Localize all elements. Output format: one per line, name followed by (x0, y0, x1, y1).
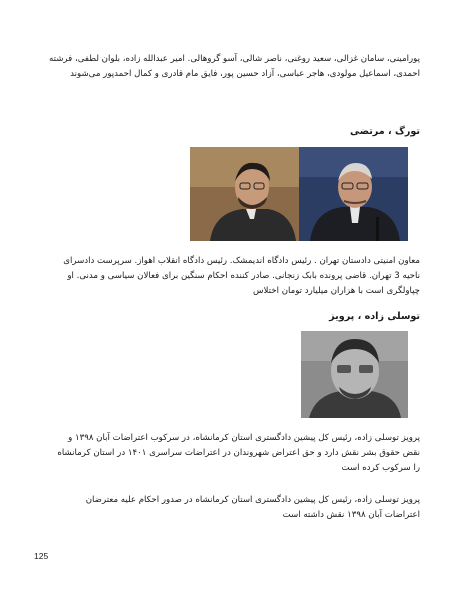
intro-line-2: احمدی، اسماعیل مولودی، هاجر عباسی، آزاد حسین پور، فایق مام قادری و کمال احمدپور می‌شوند (70, 69, 420, 79)
intro-paragraph (40, 52, 420, 82)
portrait-photo-torg (190, 147, 408, 241)
portrait-photo-tavasoli-image (301, 331, 408, 418)
torg-line-1: معاون امنیتی دادستان تهران . رئیس دادگاه اندیمشک. رئیس دادگاه انقلاب اهواز. سرپرست دادسرای (63, 256, 420, 266)
torg-line-2: ناحیه 3 تهران. قاضی پرونده بابک زنجانی. صادر کننده احکام سنگین برای فعالان سیاسی و مدنی. او (67, 271, 420, 281)
section-heading-tavasoli: توسلی زاده ، پرویز (329, 311, 420, 322)
torg-line-3: چپاولگری است با هزاران میلیارد تومان اختلاس (253, 286, 420, 296)
intro-line-1: پورامینی، سامان غزالی، سعید روغنی، ناصر شالی، آسو گروهالی. امیر عبدالله زاده، بلوان لطفی، فرشته (49, 54, 420, 64)
section-heading-torg: تورگ ، مرتضی (350, 126, 420, 137)
portrait-photo-tavasoli (301, 331, 408, 418)
section-torg-paragraph (40, 254, 420, 299)
tavasoli-p1-line-2: نقض حقوق بشر نقش دارد و حق اعتراض شهروندان در اعتراضات سراسری ۱۴۰۱ در استان کرمانشاه (57, 448, 420, 458)
tavasoli-p1-line-3: را سرکوب کرده است (341, 463, 420, 473)
tavasoli-p2-line-1: پرویز توسلی زاده، رئیس کل پیشین دادگستری استان کرمانشاه در صدور احکام علیه معترضان (85, 495, 420, 505)
page-number: 125 (34, 551, 49, 561)
tavasoli-p2-line-2: اعتراضات آبان ۱۳۹۸ نقش داشته است (282, 510, 420, 520)
tavasoli-p1-line-1: پرویز توسلی زاده، رئیس کل پیشین دادگستری استان کرمانشاه، در سرکوب اعتراضات آبان ۱۳۹۸ و (68, 433, 420, 443)
section-tavasoli-paragraph-1 (40, 431, 420, 476)
portrait-photo-torg-image (190, 147, 408, 241)
section-tavasoli-paragraph-2 (40, 493, 420, 523)
